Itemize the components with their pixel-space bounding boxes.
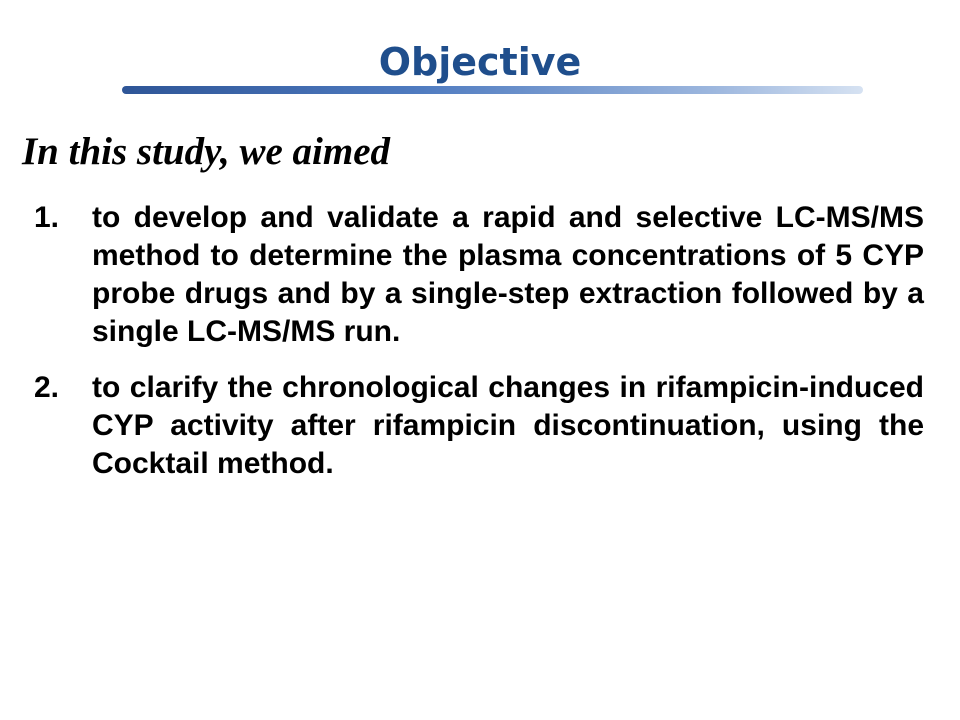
intro-heading: In this study, we aimed [22,130,391,173]
aim-number: 1. [34,201,60,234]
aim-number: 2. [34,371,60,404]
aim-item-2 [34,369,924,483]
title-underline [122,86,863,94]
slide-title: Objective [378,40,582,84]
aim-text: to develop and validate a rapid and selective LC-MS/MS method to determine the plasma concentrations of 5 CYP probe drugs and by a single-step extraction followed by a single LC-MS/MS run. [92,201,924,348]
aim-item-1 [34,199,924,351]
aims-list [34,199,924,501]
aim-text: to clarify the chronological changes in rifampicin-induced CYP activity after rifampicin discontinuation, using the Cocktail method. [92,371,924,480]
